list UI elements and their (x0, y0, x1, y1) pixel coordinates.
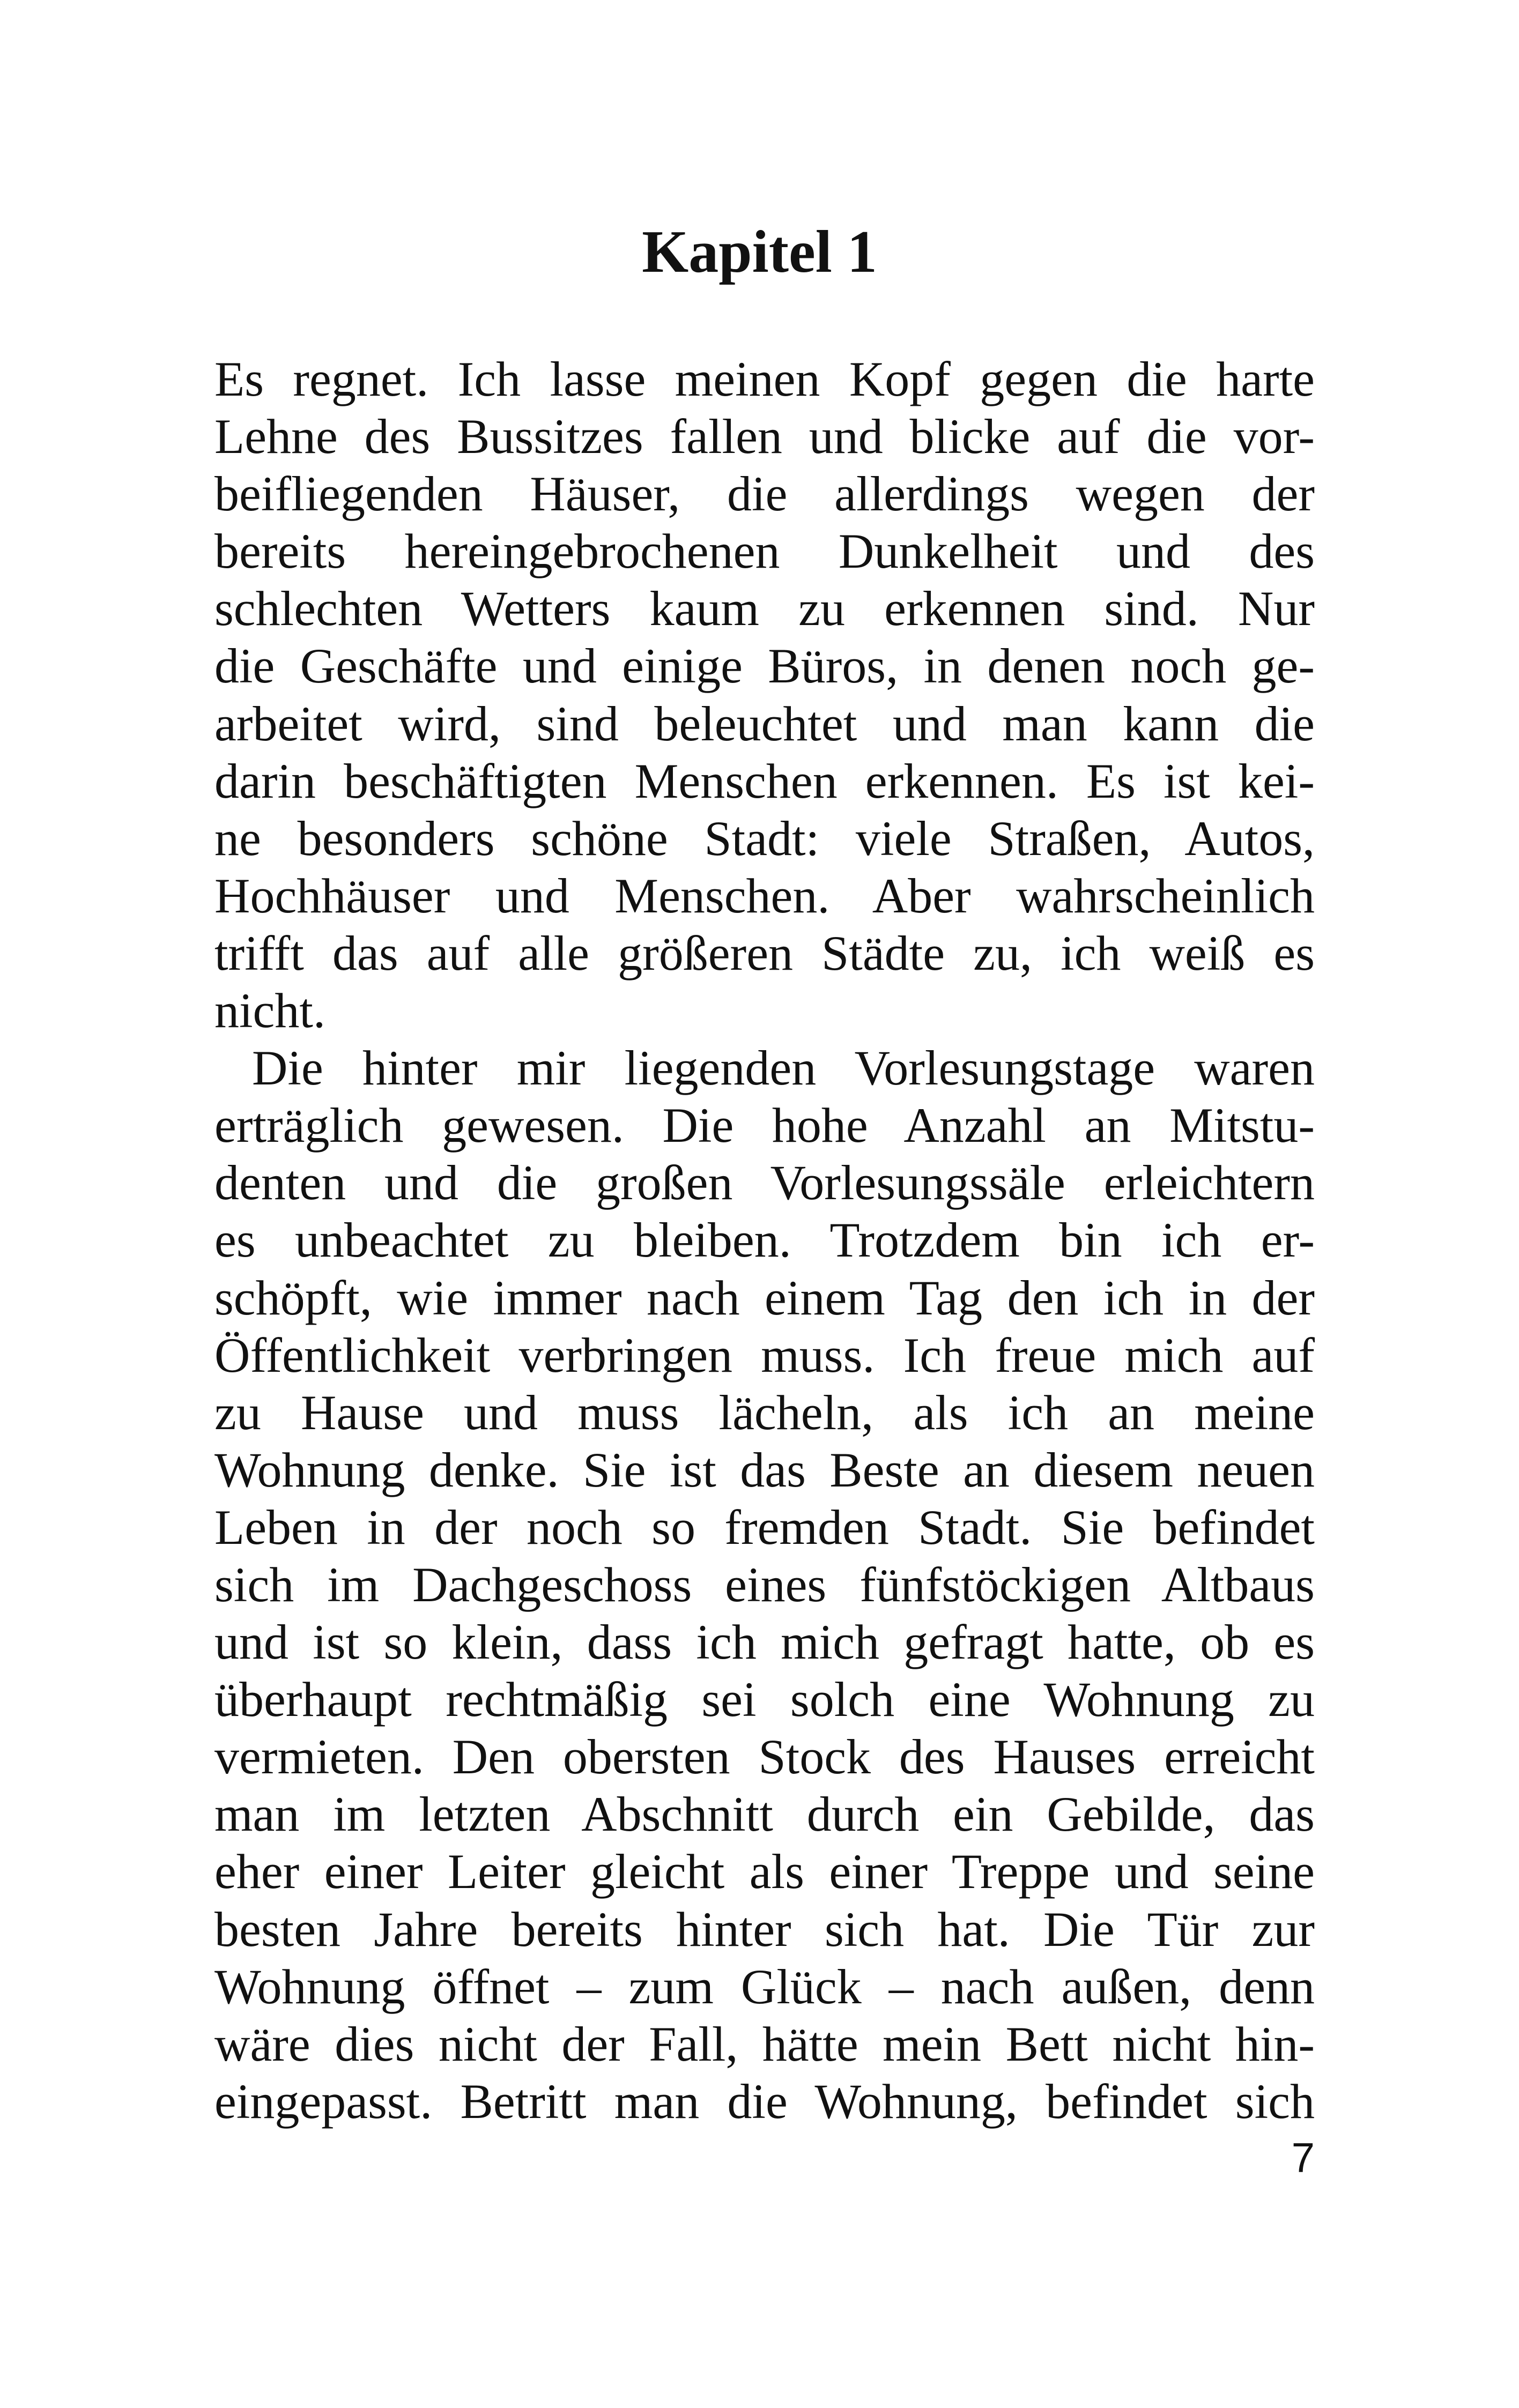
text-line: Die hinter mir liegenden Vorlesungstage waren (252, 1041, 1315, 1096)
text-line: die Geschäfte und einige Büros, in denen noch ge- (214, 638, 1315, 694)
chapter-title: Kapitel 1 (642, 219, 877, 285)
text-line: Wohnung öffnet – zum Glück – nach außen, denn (214, 1959, 1315, 2014)
text-line: Hochhäuser und Menschen. Aber wahrscheinlich (214, 868, 1315, 923)
text-line: beifliegenden Häuser, die allerdings wegen der (214, 466, 1315, 522)
paragraph-1 (214, 351, 1315, 1039)
text-line: trifft das auf alle größeren Städte zu, ich weiß es (214, 925, 1315, 980)
text-line: schöpft, wie immer nach einem Tag den ich in der (214, 1270, 1315, 1325)
text-line: bereits hereingebrochenen Dunkelheit und des (214, 524, 1315, 579)
text-line: erträglich gewesen. Die hohe Anzahl an Mitstu- (214, 1098, 1315, 1153)
text-line: vermieten. Den obersten Stock des Hauses erreicht (214, 1729, 1315, 1785)
page-number: 7 (1291, 2134, 1315, 2181)
text-line: Leben in der noch so fremden Stadt. Sie befindet (214, 1499, 1315, 1555)
text-line: wäre dies nicht der Fall, hätte mein Bett nicht hin- (214, 2016, 1315, 2071)
text-line: Lehne des Bussitzes fallen und blicke auf die vor- (214, 409, 1315, 464)
text-line: man im letzten Abschnitt durch ein Gebilde, das (214, 1787, 1315, 1842)
text-line: sich im Dachgeschoss eines fünfstöckigen Altbaus (214, 1557, 1315, 1612)
text-line: arbeitet wird, sind beleuchtet und man kann die (214, 696, 1315, 751)
text-line: und ist so klein, dass ich mich gefragt hatte, ob es (214, 1615, 1315, 1670)
text-line: ne besonders schöne Stadt: viele Straßen, Autos, (214, 811, 1315, 866)
text-line: schlechten Wetters kaum zu erkennen sind. Nur (214, 581, 1315, 636)
paragraph-2 (214, 1039, 1315, 2130)
text-line: Öffentlichkeit verbringen muss. Ich freue mich auf (214, 1327, 1315, 1383)
text-line: es unbeachtet zu bleiben. Trotzdem bin ich er- (214, 1213, 1315, 1268)
text-line: nicht. (214, 983, 325, 1038)
text-line: zu Hause und muss lächeln, als ich an meine (214, 1385, 1315, 1440)
text-line: eingepasst. Betritt man die Wohnung, befindet sich (214, 2073, 1315, 2129)
text-line: Wohnung denke. Sie ist das Beste an diesem neuen (214, 1442, 1315, 1497)
text-line: eher einer Leiter gleicht als einer Treppe und seine (214, 1844, 1315, 1899)
body-text (214, 351, 1315, 2130)
text-line: besten Jahre bereits hinter sich hat. Die Tür zur (214, 1901, 1315, 1957)
text-line: denten und die großen Vorlesungssäle erleichtern (214, 1155, 1315, 1210)
text-line: darin beschäftigten Menschen erkennen. Es ist kei- (214, 753, 1315, 808)
text-line: Es regnet. Ich lasse meinen Kopf gegen die harte (214, 352, 1315, 406)
text-line: überhaupt rechtmäßig sei solch eine Wohnung zu (214, 1672, 1315, 1727)
